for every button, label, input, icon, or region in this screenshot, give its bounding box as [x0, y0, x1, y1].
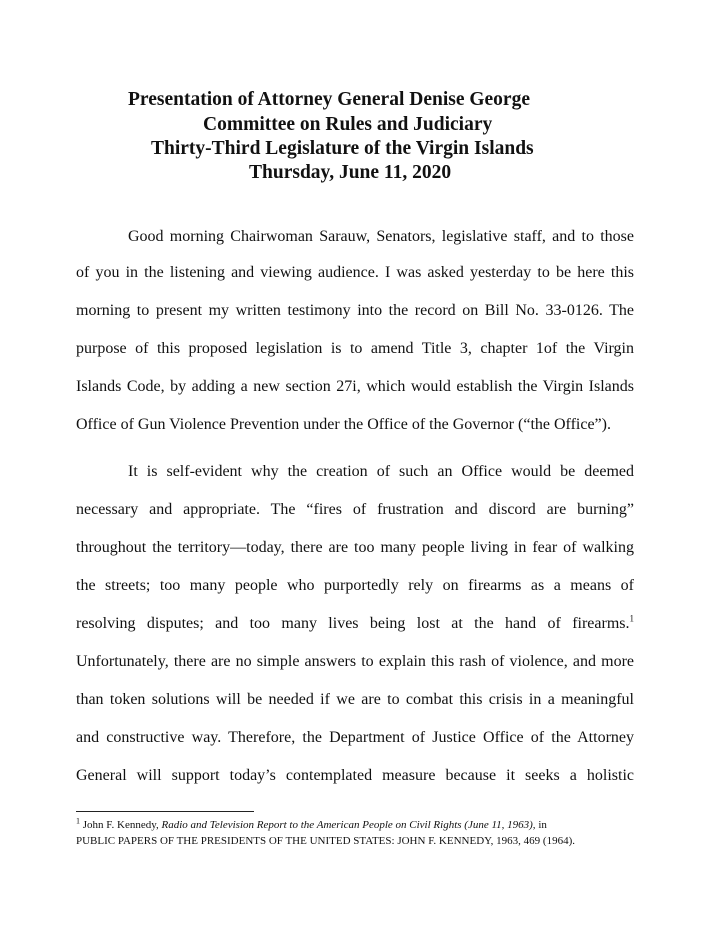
- paragraph-1-line: morning to present my written testimony into the record on Bill No. 33-0126. The: [76, 302, 634, 319]
- footnote-reference[interactable]: 1: [629, 613, 634, 624]
- footnote-after-title: in: [535, 819, 547, 831]
- footnote-line-1: [76, 818, 547, 832]
- header-title-line-3: Thirty-Third Legislature of the Virgin Islands: [151, 138, 534, 159]
- header-title-line-2: Committee on Rules and Judiciary: [203, 114, 493, 135]
- paragraph-1-line: purpose of this proposed legislation is to amend Title 3, chapter 1of the Virgin: [76, 340, 634, 357]
- paragraph-2-line: than token solutions will be needed if we are to combat this crisis in a meaningful: [76, 691, 634, 708]
- header-title-line-1: Presentation of Attorney General Denise George: [128, 89, 530, 110]
- paragraph-1-line: Islands Code, by adding a new section 27i, which would establish the Virgin Islands: [76, 378, 634, 395]
- footnote-number: 1: [76, 816, 80, 826]
- header-title-line-4: Thursday, June 11, 2020: [249, 162, 452, 183]
- paragraph-2-line: Unfortunately, there are no simple answers to explain this rash of violence, and more: [76, 653, 634, 670]
- paragraph-2-line: necessary and appropriate. The “fires of frustration and discord are burning”: [76, 501, 634, 518]
- paragraph-2-line: It is self-evident why the creation of such an Office would be deemed: [128, 463, 634, 480]
- footnote-source-title: Radio and Television Report to the American People on Civil Rights (June 11, 1963),: [161, 819, 536, 831]
- paragraph-2-line: and constructive way. Therefore, the Department of Justice Office of the Attorney: [76, 729, 634, 746]
- footnote-author: John F. Kennedy,: [80, 819, 162, 831]
- paragraph-1-line: Office of Gun Violence Prevention under the Office of the Governor (“the Office”).: [76, 416, 611, 433]
- footnote-line-2: PUBLIC PAPERS OF THE PRESIDENTS OF THE UNITED STATES: JOHN F. KENNEDY, 1963, 469 (1964).: [76, 835, 575, 847]
- paragraph-2-line-text: resolving disputes; and too many lives being lost at the hand of firearms.: [76, 615, 630, 632]
- paragraph-1-line: Good morning Chairwoman Sarauw, Senators, legislative staff, and to those: [128, 228, 634, 245]
- footnote-divider: [76, 811, 254, 812]
- paragraph-2-line: the streets; too many people who purportedly rely on firearms as a means of: [76, 577, 634, 594]
- paragraph-1-line: of you in the listening and viewing audience. I was asked yesterday to be here this: [76, 264, 634, 281]
- paragraph-2-line-with-footnote-ref: [76, 614, 634, 634]
- paragraph-2-line: General will support today’s contemplated measure because it seeks a holistic: [76, 767, 634, 784]
- paragraph-2-line: throughout the territory—today, there are too many people living in fear of walking: [76, 539, 634, 556]
